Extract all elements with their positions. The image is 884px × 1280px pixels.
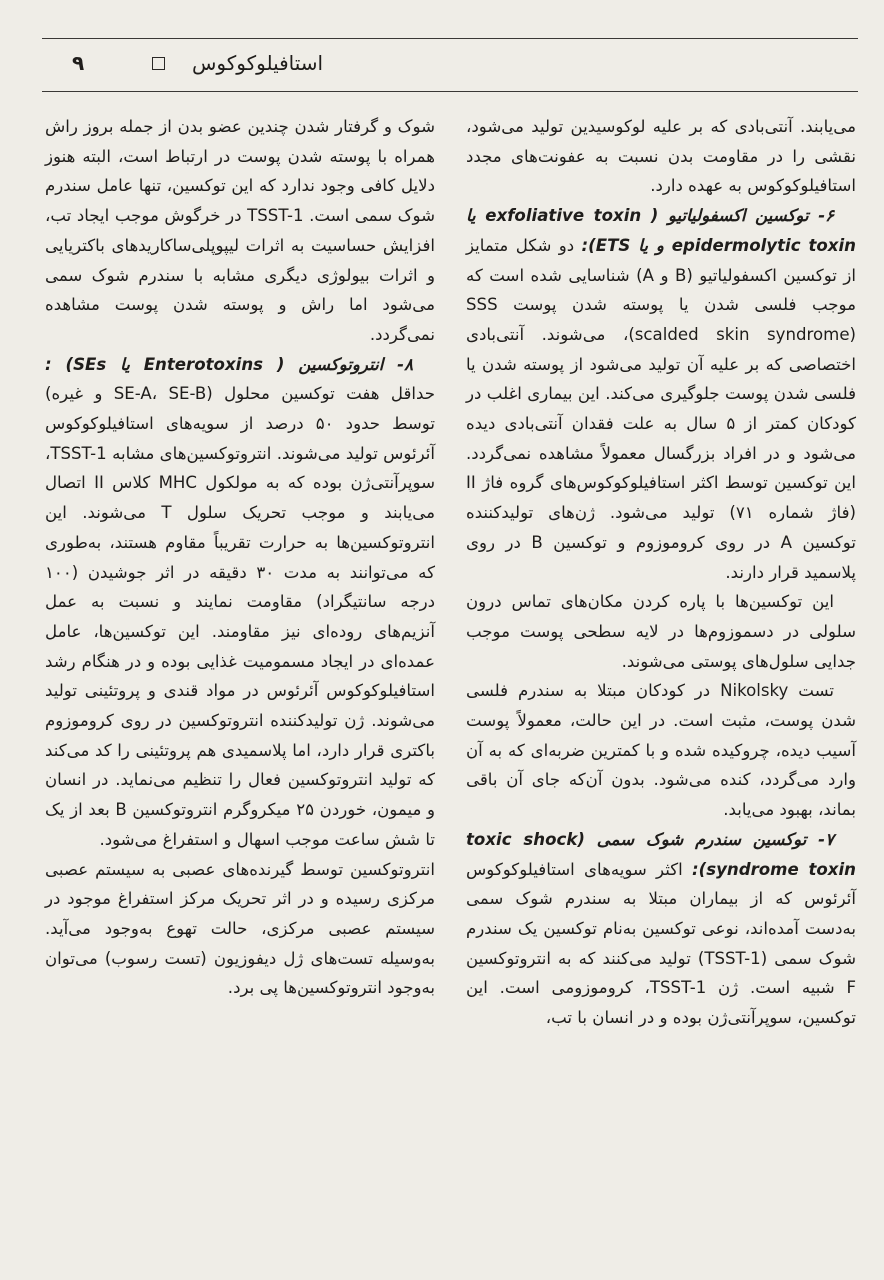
section-body: اکثر سویه‌های استافیلوکوکوس آئرئوس که از بیماران مبتلا به سندرم شوک سمی به‌دست آمده‌اند، نوعی توکسین به‌نام توکسین یک سندرم شوک سمی (TSST-1) تولید می‌کنند که به انتروتوکسین F شبیه است. ژن TSST-1، کروموزومی است. این توکسین، سوپرآنتی‌ژن بوده و در انسان با تب، — [466, 859, 856, 1028]
section-6 — [466, 201, 856, 587]
section-heading: ۸- انتروتوکسین ( Enterotoxins یا SEs) : — [45, 354, 413, 374]
paragraph: شوک و گرفتار شدن چندین عضو بدن از جمله بروز راش همراه با پوسته شدن پوست در ارتباط است، البته هنوز دلایل کافی وجود ندارد که این توکسین، تنها عامل سندرم شوک سمی است. TSST-1 در خرگوش موجب ایجاد تب، افزایش حساسیت به اثرات لیپوپلی‌ساکاریدهای باکتریایی و اثرات بیولوژی دیگری مشابه با سندرم شوک سمی می‌شود اما راش و پوسته شدن پوست مشاهده نمی‌گردد. — [45, 117, 436, 344]
paragraph: می‌یابند. آنتی‌بادی که بر علیه لوکوسیدین تولید می‌شود، نقشی را در مقاومت بدن نسبت به عفونت‌های مجدد استافیلوکوکوس به عهده دارد. — [466, 117, 856, 196]
section-body: دو شکل متمایز از توکسین اکسفولیاتیو (B و A) شناسایی شده است که موجب فلسی شدن یا پوسته شدن پوست SSS (scalded skin syndrome)، می‌شوند. آنتی‌بادی اختصاصی که بر علیه آن تولید می‌شود از پوسته شدن یا فلسی شدن پوست جلوگیری می‌کند. این بیماری اغلب در کودکان کمتر از ۵ سال به علت فقدان آنتی‌بادی دیده می‌شود و در افراد بزرگسال معمولاً مشاهده نمی‌گردد. این توکسین توسط اکثر استافیلوکوکوس‌های گروه فاژ II (فاژ شماره ۷۱) تولید می‌شود. ژن‌های تولیدکننده توکسین A در روی کروموزوم و توکسین B در روی پلاسمید قرار دارند. — [466, 235, 857, 582]
section-body: حداقل هفت توکسین محلول (SE-A، SE-B و غیره) توسط حدود ۵۰ درصد از سویه‌های استافیلوکوکوس آئرئوس تولید می‌شوند. انتروتوکسین‌های مشابه TSST-1، سوپرآنتی‌ژن بوده که به مولکول MHC کلاس II اتصال می‌یابند و موجب تحریک سلول T می‌شوند. این انتروتوکسین‌ها به حرارت تقریباً مقاوم هستند، به‌طوری که می‌توانند به مدت ۳۰ دقیقه در اثر جوشیدن (۱۰۰ درجه سانتیگراد) مقاومت نمایند و نسبت به عمل آنزیم‌های روده‌ای نیز مقاومند. این توکسین‌ها، عامل عمده‌ای در ایجاد مسمومیت غذایی بوده و در هنگام رشد استافیلوکوکوس آئرئوس در مواد قندی و پروتئینی تولید می‌شوند. ژن تولیدکننده انتروتوکسین در روی کروموزوم باکتری قرار دارد، اما پلاسمیدی هم پروتئینی را کد می‌کند که تولید انتروتوکسین فعال را تنظیم می‌نماید. در انسان و میمون، خوردن ۲۵ میکروگرم انتروتوکسین B بعد از یک تا شش ساعت موجب اسهال و استفراغ می‌شود. — [45, 384, 435, 849]
paragraph: انتروتوکسین توسط گیرنده‌های عصبی به سیستم عصبی مرکزی رسیده و در اثر تحریک مرکز استفراغ موجود در سیستم عصبی مرکزی، حالت تهوع به‌وجود می‌آید. به‌وسیله تست‌های ژل دیفوزیون (تست رسوب) می‌توان به‌وجود انتروتوکسین‌ها پی برد. — [45, 859, 435, 998]
section-7 — [466, 825, 856, 1033]
paragraph: تست Nikolsky در کودکان مبتلا به سندرم فلسی شدن پوست، مثبت است. در این حالت، معمولاً پوست آسیب دیده، چروکیده شده و با کمترین ضربه‌ای که به آن وارد می‌گردد، کنده می‌شود. بدون آن‌که جای آن باقی بماند، بهبود می‌یابد. — [466, 681, 856, 820]
section-heading: ۷- توکسین سندرم شوک سمی (toxic shock syndrome toxin): — [466, 829, 856, 879]
running-title: استافیلوکوکوس — [192, 51, 324, 75]
left-column — [45, 112, 435, 1003]
section-8 — [45, 350, 435, 855]
right-column — [466, 112, 856, 1033]
paragraph: این توکسین‌ها با پاره کردن مکان‌های تماس درون سلولی در دسموزوم‌ها در لایه سطحی پوست موجب جدایی سلول‌های پوستی می‌شوند. — [466, 592, 856, 671]
square-ornament-icon — [152, 57, 165, 70]
section-heading: ۶- توکسین اکسفولیاتیو ( exfoliative toxin یا epidermolytic toxin و یا ETS): — [466, 206, 856, 255]
page-number: ۹ — [72, 51, 85, 75]
page-header — [42, 38, 858, 92]
